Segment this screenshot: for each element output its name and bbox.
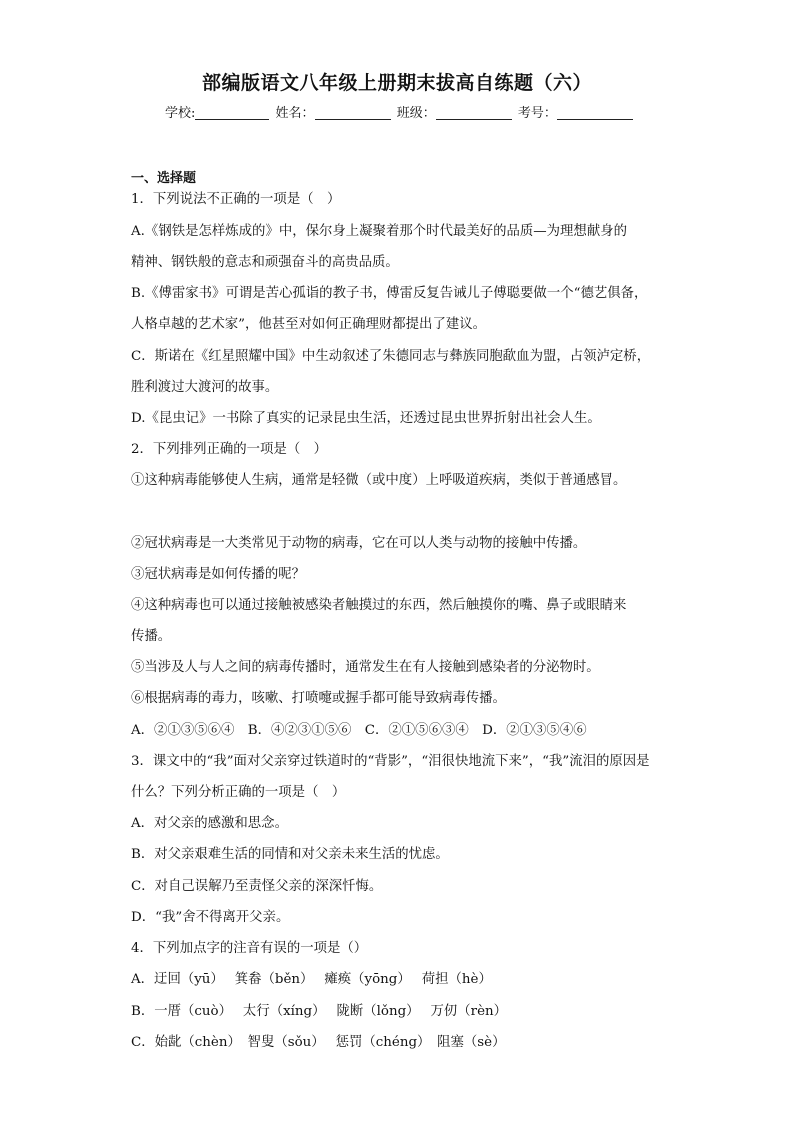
- q2-sentence-5: ⑤当涉及人与人之间的病毒传播时，通常发生在有人接触到感染者的分泌物时。: [131, 660, 600, 675]
- section-title: 一、选择题: [131, 171, 197, 186]
- q4-option-b: B．一厝（cuò） 太行（xíng） 陇断（lǒng） 万仞（rèn）: [131, 1004, 508, 1019]
- class-label: 班级：: [396, 106, 436, 121]
- q2-sentence-2: ②冠状病毒是一大类常见于动物的病毒，它在可以人类与动物的接触中传播。: [131, 536, 587, 551]
- q2-sentence-3: ③冠状病毒是如何传播的呢？: [131, 567, 306, 582]
- q1-option-a: A.《钢铁是怎样炼成的》中，保尔身上凝聚着那个时代最美好的品质—为理想献身的: [131, 224, 627, 239]
- q3-option-d: D．“我”舍不得离开父亲。: [131, 910, 290, 925]
- exam-number-label: 考号：: [517, 106, 557, 121]
- q3-stem-cont: 什么？下列分析正确的一项是（ ）: [131, 785, 346, 800]
- q3-option-a: A．对父亲的感激和思念。: [131, 816, 288, 831]
- school-label: 学校:: [165, 106, 196, 121]
- q4-stem: 4．下列加点字的注音有误的一项是（）: [131, 941, 368, 956]
- q3-option-b: B．对父亲艰难生活的同情和对父亲未来生活的忧虑。: [131, 847, 449, 862]
- q2-options: A．②①③⑤⑥④ B．④②③①⑤⑥ C．②①⑤⑥③④ D．②①③⑤④⑥: [131, 723, 587, 738]
- q2-sentence-6: ⑥根据病毒的毒力，咳嗽、打喷嚏或握手都可能导致病毒传播。: [131, 691, 506, 706]
- q3-stem: 3．课文中的“我”面对父亲穿过铁道时的“背影”，“泪很快地流下来”，“我”流泪的原因是: [131, 754, 650, 769]
- school-blank[interactable]: [195, 105, 269, 120]
- name-label: 姓名：: [275, 106, 315, 121]
- exam-number-blank[interactable]: [557, 105, 633, 120]
- student-info-line: [165, 102, 645, 121]
- q1-option-c: C．斯诺在《红星照耀中国》中生动叙述了朱德同志与彝族同胞歃血为盟，占领泸定桥，: [131, 349, 651, 364]
- q1-option-c-cont: 胜利渡过大渡河的故事。: [131, 380, 279, 395]
- q2-sentence-4-cont: 传播。: [131, 629, 172, 644]
- q1-option-b-cont: 人格卓越的艺术家”，他甚至对如何正确理财都提出了建议。: [131, 317, 486, 332]
- q2-stem: 2．下列排列正确的一项是（ ）: [131, 442, 327, 457]
- q4-option-a: A．迂回（yū） 箕畚（běn） 瘫痪（yōng） 荷担（hè）: [131, 972, 492, 987]
- q3-option-c: C．对自己误解乃至责怪父亲的深深忏悔。: [131, 879, 383, 894]
- page-title: 部编版语文八年级上册期末拔高自练题（六）: [201, 72, 592, 94]
- q2-sentence-1: ①这种病毒能够使人生病，通常是轻微（或中度）上呼吸道疾病，类似于普通感冒。: [131, 473, 627, 488]
- q1-option-a-cont: 精神、钢铁般的意志和顽强奋斗的高贵品质。: [131, 255, 399, 270]
- q1-option-b: B.《傅雷家书》可谓是苦心孤诣的教子书，傅雷反复告诫儿子傅聪要做一个“德艺俱备，: [131, 286, 648, 301]
- q4-option-c: C．始龀（chèn） 智叟（sǒu） 惩罚（chéng） 阻塞（sè）: [131, 1035, 506, 1050]
- class-blank[interactable]: [436, 105, 512, 120]
- q2-sentence-4: ④这种病毒也可以通过接触被感染者触摸过的东西，然后触摸你的嘴、鼻子或眼睛来: [131, 598, 627, 613]
- name-blank[interactable]: [315, 105, 391, 120]
- q1-stem: 1．下列说法不正确的一项是（ ）: [131, 192, 341, 207]
- q1-option-d: D.《昆虫记》一书除了真实的记录昆虫生活，还透过昆虫世界折射出社会人生。: [131, 411, 601, 426]
